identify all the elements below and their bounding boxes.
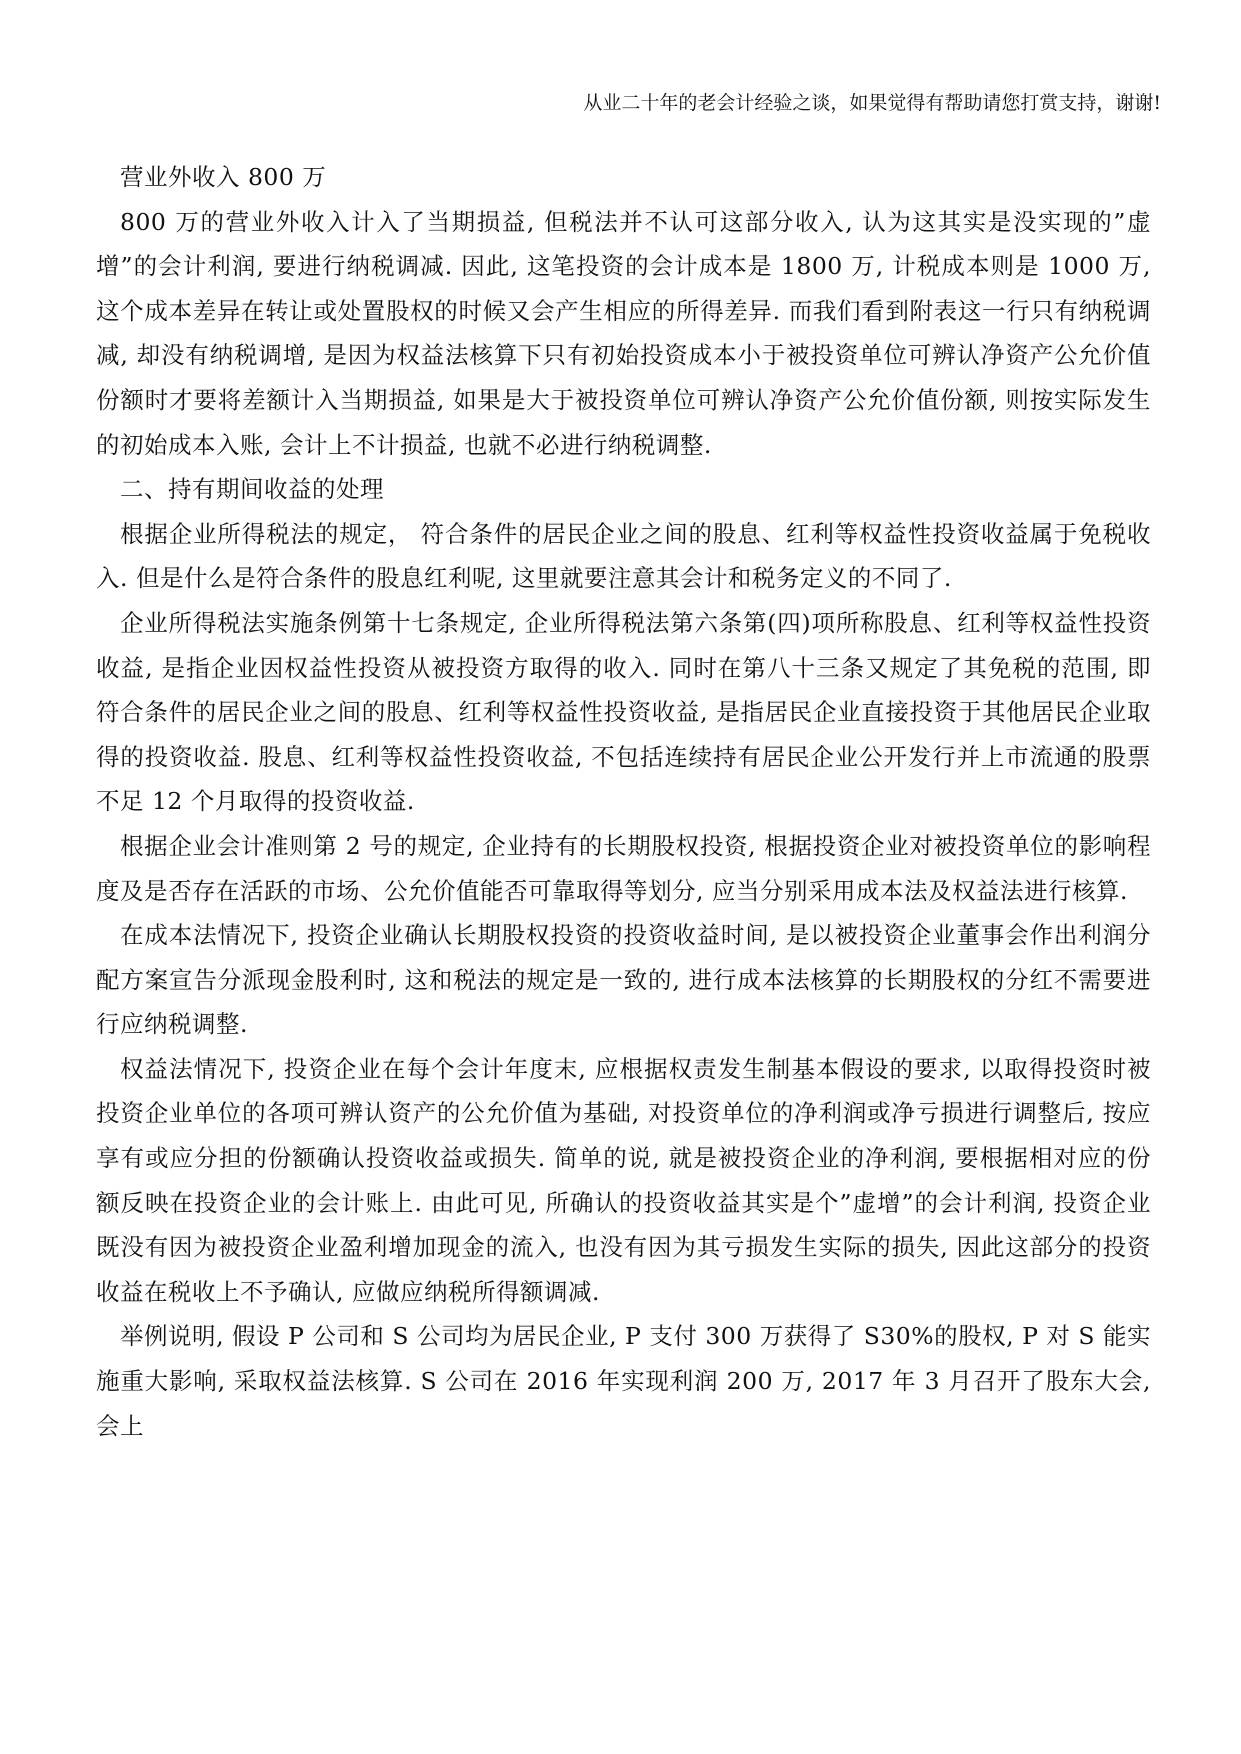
paragraph: 举例说明, 假设 P 公司和 S 公司均为居民企业, P 支付 300 万获得了 S30%的股权, P 对 S 能实施重大影响, 采取权益法核算. S 公司在 2016 年实现利润 200 万, 2017 年 3 月召开了股东大会, 会上 bbox=[96, 1322, 1151, 1440]
paragraph: 800 万的营业外收入计入了当期损益, 但税法并不认可这部分收入, 认为这其实是没实现的”虚增”的会计利润, 要进行纳税调减. 因此, 这笔投资的会计成本是 1800 万, 计税成本则是 1000 万, 这个成本差异在转让或处置股权的时候又会产生相应的所得差异. 而我们看到附表这一行只有纳税调减, 却没有纳税调增, 是因为权益法核算下只有初始投资成本小于被投资单位可辨认净资产公允价值份额时才要将差额计入当期损益, 如果是大于被投资单位可辨认净资产公允价值份额, 则按实际发生的初始成本入账, 会计上不计损益, 也就不必进行纳税调整. bbox=[96, 207, 1151, 459]
header-note: 从业二十年的老会计经验之谈，如果觉得有帮助请您打赏支持，谢谢! bbox=[583, 92, 1161, 114]
document-body bbox=[96, 155, 1151, 1448]
paragraph: 企业所得税法实施条例第十七条规定, 企业所得税法第六条第(四)项所称股息、红利等权益性投资收益, 是指企业因权益性投资从被投资方取得的收入. 同时在第八十三条又规定了其免税的范围, 即符合条件的居民企业之间的股息、红利等权益性投资收益, 是指居民企业直接投资于其他居民企业取得的投资收益. 股息、红利等权益性投资收益, 不包括连续持有居民企业公开发行并上市流通的股票不足 12 个月取得的投资收益. bbox=[96, 608, 1151, 816]
paragraph-subheading: 营业外收入 800 万 bbox=[120, 163, 327, 191]
paragraph: 根据企业所得税法的规定， 符合条件的居民企业之间的股息、红利等权益性投资收益属于免税收入. 但是什么是符合条件的股息红利呢, 这里就要注意其会计和税务定义的不同了. bbox=[96, 519, 1151, 593]
paragraph: 在成本法情况下, 投资企业确认长期股权投资的投资收益时间, 是以被投资企业董事会作出利润分配方案宣告分派现金股利时, 这和税法的规定是一致的, 进行成本法核算的长期股权的分红不需要进行应纳税调整. bbox=[96, 921, 1151, 1039]
paragraph: 权益法情况下, 投资企业在每个会计年度末, 应根据权责发生制基本假设的要求, 以取得投资时被投资企业单位的各项可辨认资产的公允价值为基础, 对投资单位的净利润或净亏损进行调整后, 按应享有或应分担的份额确认投资收益或损失. 简单的说, 就是被投资企业的净利润, 要根据相对应的份额反映在投资企业的会计账上. 由此可见, 所确认的投资收益其实是个”虚增”的会计利润, 投资企业既没有因为被投资企业盈利增加现金的流入, 也没有因为其亏损发生实际的损失, 因此这部分的投资收益在税收上不予确认, 应做应纳税所得额调减. bbox=[96, 1054, 1151, 1306]
section-heading: 二、持有期间收益的处理 bbox=[120, 475, 384, 504]
paragraph: 根据企业会计准则第 2 号的规定, 企业持有的长期股权投资, 根据投资企业对被投资单位的影响程度及是否存在活跃的市场、公允价值能否可靠取得等划分, 应当分别采用成本法及权益法进行核算. bbox=[96, 831, 1151, 905]
